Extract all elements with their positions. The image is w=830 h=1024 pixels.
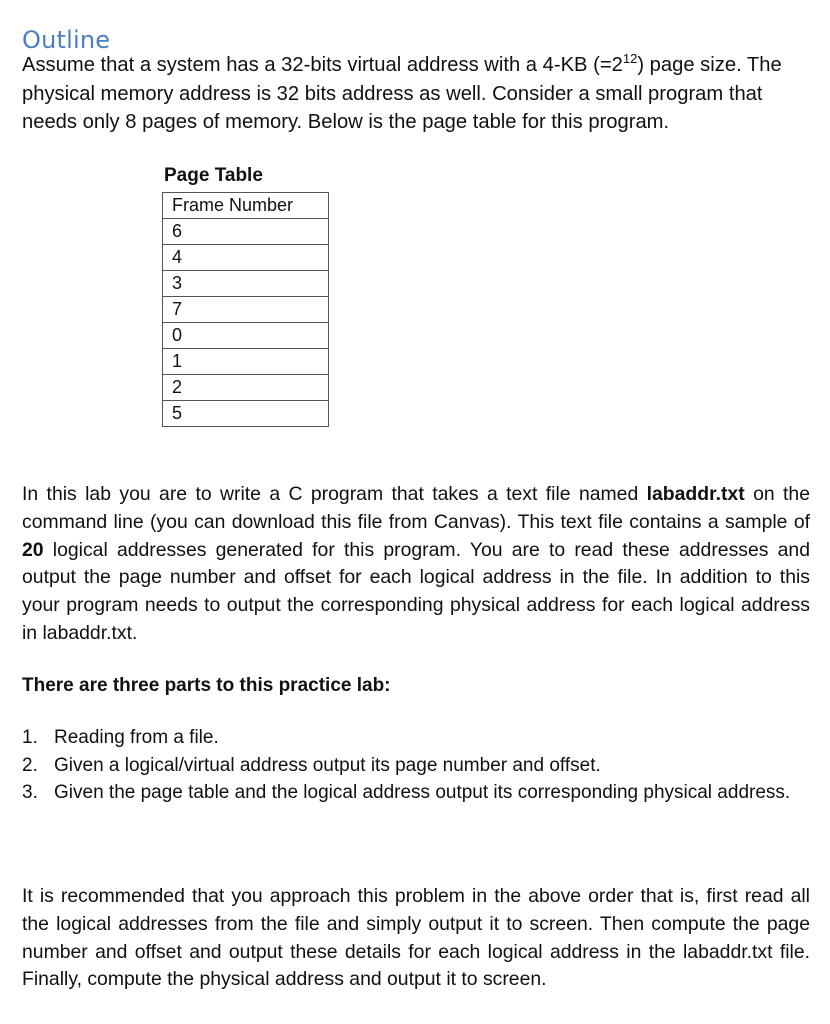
parts-list	[22, 724, 812, 807]
filename-bold: labaddr.txt	[646, 483, 745, 505]
parts-heading: There are three parts to this practice lab:	[22, 675, 391, 696]
frame-number-cell: 0	[163, 323, 329, 349]
table-row	[163, 271, 329, 297]
lab-description-paragraph	[22, 481, 810, 648]
list-item	[22, 779, 812, 807]
page-table-caption: Page Table	[164, 165, 263, 186]
list-item	[22, 724, 812, 752]
intro-paragraph	[22, 51, 812, 137]
recommendation-paragraph: It is recommended that you approach this problem in the above order that is, first read all the logical addresses from the file and simply output it to screen. Then compute the page number and offset and output these details for each logical address in the labaddr.txt file. Finally, compute the physical address and output it to screen.	[22, 885, 810, 991]
list-number: 1.	[22, 727, 38, 748]
lab-text: In this lab you are to write a C program that takes a text file named	[22, 483, 647, 505]
table-row	[163, 375, 329, 401]
frame-number-cell: 3	[163, 271, 329, 297]
list-number: 3.	[22, 782, 38, 803]
table-row	[163, 297, 329, 323]
table-row	[163, 323, 329, 349]
intro-text-2: ) page size. The physical memory address is 32 bits address as well. Consider a small program that needs only 8 pages of memory. Below is the page table for this program.	[22, 54, 782, 133]
frame-number-cell: 7	[163, 297, 329, 323]
section-title: Outline	[22, 26, 111, 55]
column-header-frame-number: Frame Number	[163, 193, 329, 219]
exponent: 12	[622, 51, 638, 66]
frame-number-cell: 6	[163, 219, 329, 245]
table-header-row	[163, 193, 329, 219]
frame-number-cell: 5	[163, 401, 329, 427]
table-row	[163, 245, 329, 271]
page-table	[162, 192, 329, 427]
intro-text-1: Assume that a system has a 32-bits virtual address with a 4-KB (=2	[22, 54, 623, 76]
list-item-text: Given the page table and the logical address output its corresponding physical address.	[54, 782, 791, 803]
frame-number-cell: 2	[163, 375, 329, 401]
list-number: 2.	[22, 754, 38, 776]
lab-text: logical addresses generated for this program. You are to read these addresses and output the page number and offset for each logical address in the file. In addition to this your program needs to output the corresponding physical address for each logical address in labaddr.txt.	[22, 538, 810, 644]
table-row	[163, 401, 329, 427]
table-row	[163, 219, 329, 245]
list-item-text: Reading from a file.	[54, 727, 219, 748]
list-item-text: Given a logical/virtual address output its page number and offset.	[54, 754, 601, 776]
lab-text: on the command line (you can download this file from Canvas). This text file contains a sample of	[22, 483, 810, 533]
frame-number-cell: 1	[163, 349, 329, 375]
frame-number-cell: 4	[163, 245, 329, 271]
list-item	[22, 752, 812, 780]
table-row	[163, 349, 329, 375]
address-count-bold: 20	[22, 538, 44, 561]
